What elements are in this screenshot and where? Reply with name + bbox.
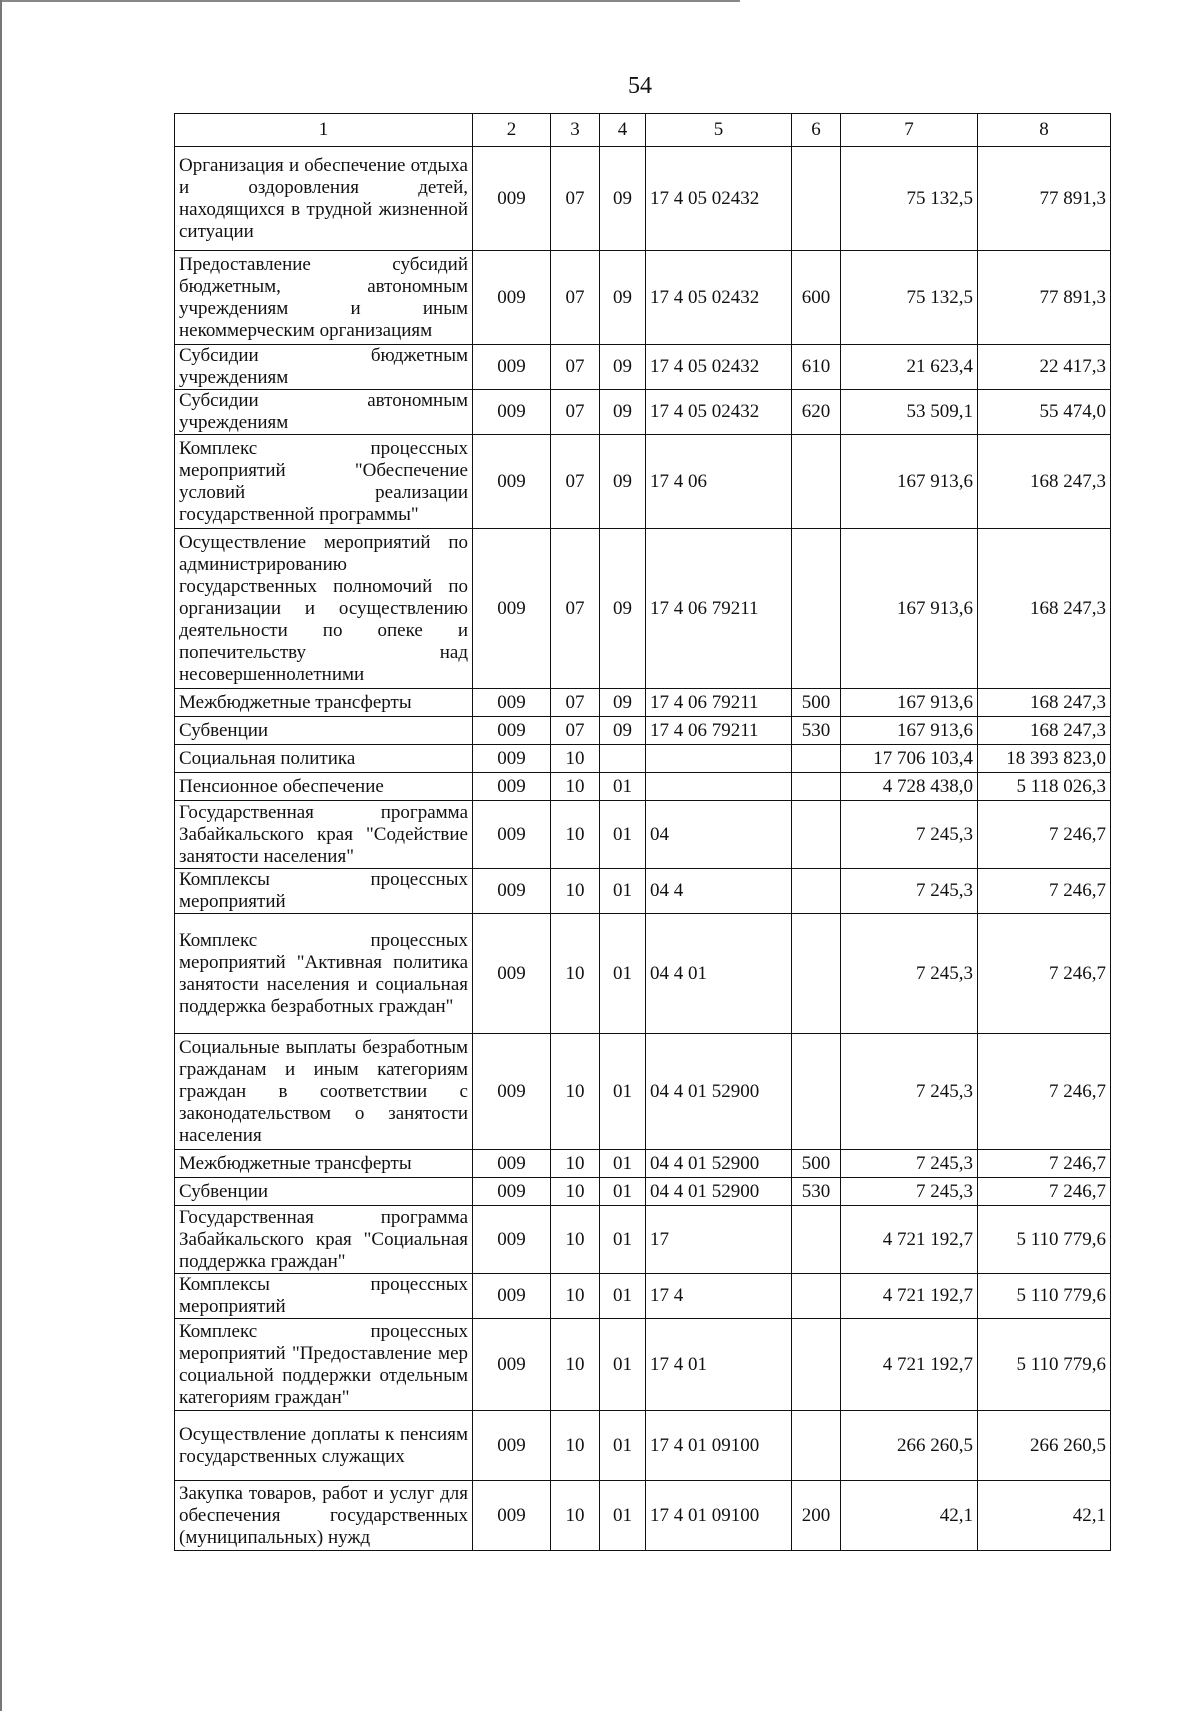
row-subsection: 01 [600, 773, 646, 801]
row-section: 10 [551, 1481, 600, 1551]
row-amount-col8: 168 247,3 [978, 435, 1111, 529]
row-subsection: 01 [600, 914, 646, 1034]
column-header: 5 [646, 114, 792, 147]
column-header: 4 [600, 114, 646, 147]
row-amount-col7: 4 721 192,7 [841, 1274, 978, 1319]
row-name: Комплекс процессных мероприятий "Активная политика занятости населения и социальная поддержка безработных граждан" [175, 914, 473, 1034]
row-expense-type [792, 1206, 841, 1274]
row-target-article: 17 4 01 [646, 1319, 792, 1411]
row-name: Комплексы процессных мероприятий [175, 1274, 473, 1319]
row-target-article: 17 4 01 09100 [646, 1481, 792, 1551]
row-amount-col8: 7 246,7 [978, 1034, 1111, 1150]
row-amount-col8: 168 247,3 [978, 717, 1111, 745]
row-amount-col7: 167 913,6 [841, 689, 978, 717]
row-ministry-code: 009 [473, 1150, 551, 1178]
row-ministry-code: 009 [473, 1319, 551, 1411]
row-ministry-code: 009 [473, 251, 551, 345]
row-target-article [646, 745, 792, 773]
row-amount-col7: 266 260,5 [841, 1411, 978, 1481]
row-expense-type: 600 [792, 251, 841, 345]
row-section: 10 [551, 914, 600, 1034]
column-header: 8 [978, 114, 1111, 147]
row-target-article: 04 4 01 52900 [646, 1034, 792, 1150]
row-ministry-code: 009 [473, 1274, 551, 1319]
row-amount-col8: 168 247,3 [978, 529, 1111, 689]
row-subsection: 01 [600, 801, 646, 869]
table-row [175, 914, 1111, 1034]
row-section: 10 [551, 1150, 600, 1178]
row-subsection: 01 [600, 1411, 646, 1481]
table-row [175, 1150, 1111, 1178]
row-amount-col7: 7 245,3 [841, 1150, 978, 1178]
row-amount-col7: 42,1 [841, 1481, 978, 1551]
scan-edge-left [0, 0, 2, 1711]
row-name: Закупка товаров, работ и услуг для обеспечения государственных (муниципальных) нужд [175, 1481, 473, 1551]
row-target-article: 17 4 06 [646, 435, 792, 529]
row-amount-col8: 18 393 823,0 [978, 745, 1111, 773]
row-expense-type [792, 914, 841, 1034]
row-name: Комплекс процессных мероприятий "Обеспечение условий реализации государственной программы" [175, 435, 473, 529]
row-name: Организация и обеспечение отдыха и оздоровления детей, находящихся в трудной жизненной ситуации [175, 147, 473, 251]
column-header: 7 [841, 114, 978, 147]
row-target-article: 04 4 01 52900 [646, 1150, 792, 1178]
table-row [175, 745, 1111, 773]
row-subsection: 09 [600, 390, 646, 435]
row-amount-col7: 53 509,1 [841, 390, 978, 435]
row-section: 10 [551, 1411, 600, 1481]
page-number: 54 [628, 73, 652, 99]
row-subsection: 01 [600, 1150, 646, 1178]
row-target-article: 17 4 05 02432 [646, 345, 792, 390]
row-ministry-code: 009 [473, 1411, 551, 1481]
row-expense-type [792, 801, 841, 869]
row-amount-col8: 266 260,5 [978, 1411, 1111, 1481]
column-header: 3 [551, 114, 600, 147]
row-subsection: 09 [600, 529, 646, 689]
row-section: 07 [551, 689, 600, 717]
row-name: Социальные выплаты безработным гражданам и иным категориям граждан в соответствии с законодательством о занятости населения [175, 1034, 473, 1150]
budget-table [174, 113, 1111, 1551]
table-row [175, 345, 1111, 390]
row-ministry-code: 009 [473, 345, 551, 390]
row-name: Осуществление мероприятий по администрированию государственных полномочий по организации и осуществлению деятельности по опеке и попечительству над несовершеннолетними [175, 529, 473, 689]
row-section: 10 [551, 1178, 600, 1206]
row-subsection: 09 [600, 345, 646, 390]
table-row [175, 869, 1111, 914]
row-section: 10 [551, 773, 600, 801]
row-target-article: 17 4 05 02432 [646, 147, 792, 251]
row-name: Комплексы процессных мероприятий [175, 869, 473, 914]
row-amount-col7: 4 728 438,0 [841, 773, 978, 801]
row-subsection: 01 [600, 1034, 646, 1150]
row-ministry-code: 009 [473, 1034, 551, 1150]
row-subsection: 01 [600, 1274, 646, 1319]
row-subsection: 09 [600, 717, 646, 745]
row-expense-type [792, 1411, 841, 1481]
row-expense-type: 500 [792, 1150, 841, 1178]
row-amount-col8: 55 474,0 [978, 390, 1111, 435]
row-amount-col8: 77 891,3 [978, 251, 1111, 345]
row-expense-type [792, 1034, 841, 1150]
row-name: Субсидии автономным учреждениям [175, 390, 473, 435]
row-name: Субвенции [175, 717, 473, 745]
row-section: 10 [551, 801, 600, 869]
row-amount-col7: 17 706 103,4 [841, 745, 978, 773]
row-subsection: 09 [600, 147, 646, 251]
column-header: 6 [792, 114, 841, 147]
row-name: Государственная программа Забайкальского края "Социальная поддержка граждан" [175, 1206, 473, 1274]
row-target-article: 04 [646, 801, 792, 869]
row-name: Субсидии бюджетным учреждениям [175, 345, 473, 390]
row-name: Комплекс процессных мероприятий "Предоставление мер социальной поддержки отдельным категориям граждан" [175, 1319, 473, 1411]
row-amount-col7: 7 245,3 [841, 1034, 978, 1150]
row-ministry-code: 009 [473, 869, 551, 914]
row-ministry-code: 009 [473, 689, 551, 717]
row-ministry-code: 009 [473, 1206, 551, 1274]
row-expense-type [792, 147, 841, 251]
table-row [175, 529, 1111, 689]
row-expense-type [792, 869, 841, 914]
row-target-article: 17 4 06 79211 [646, 689, 792, 717]
row-subsection: 01 [600, 1481, 646, 1551]
row-name: Социальная политика [175, 745, 473, 773]
table-row [175, 1274, 1111, 1319]
row-amount-col7: 21 623,4 [841, 345, 978, 390]
table-row [175, 773, 1111, 801]
row-ministry-code: 009 [473, 390, 551, 435]
column-header: 2 [473, 114, 551, 147]
row-expense-type: 610 [792, 345, 841, 390]
row-amount-col8: 77 891,3 [978, 147, 1111, 251]
row-section: 07 [551, 147, 600, 251]
row-target-article: 04 4 01 52900 [646, 1178, 792, 1206]
row-subsection: 09 [600, 251, 646, 345]
table-body [175, 147, 1111, 1551]
row-name: Межбюджетные трансферты [175, 1150, 473, 1178]
row-ministry-code: 009 [473, 773, 551, 801]
row-amount-col7: 167 913,6 [841, 435, 978, 529]
row-name: Предоставление субсидий бюджетным, автономным учреждениям и иным некоммерческим организациям [175, 251, 473, 345]
row-ministry-code: 009 [473, 745, 551, 773]
row-expense-type [792, 1274, 841, 1319]
row-amount-col8: 5 110 779,6 [978, 1274, 1111, 1319]
row-subsection [600, 745, 646, 773]
row-amount-col8: 168 247,3 [978, 689, 1111, 717]
row-ministry-code: 009 [473, 1178, 551, 1206]
row-amount-col7: 7 245,3 [841, 801, 978, 869]
row-name: Государственная программа Забайкальского края "Содействие занятости населения" [175, 801, 473, 869]
row-amount-col8: 5 110 779,6 [978, 1206, 1111, 1274]
table-row [175, 689, 1111, 717]
row-expense-type: 620 [792, 390, 841, 435]
row-amount-col7: 75 132,5 [841, 251, 978, 345]
row-subsection: 01 [600, 869, 646, 914]
row-amount-col7: 75 132,5 [841, 147, 978, 251]
row-expense-type: 530 [792, 1178, 841, 1206]
row-target-article: 17 4 05 02432 [646, 390, 792, 435]
row-name: Субвенции [175, 1178, 473, 1206]
row-expense-type [792, 1319, 841, 1411]
row-ministry-code: 009 [473, 435, 551, 529]
row-target-article [646, 773, 792, 801]
row-amount-col8: 7 246,7 [978, 1150, 1111, 1178]
row-target-article: 17 [646, 1206, 792, 1274]
table-row [175, 1034, 1111, 1150]
row-amount-col7: 7 245,3 [841, 914, 978, 1034]
row-target-article: 04 4 [646, 869, 792, 914]
table-row [175, 1206, 1111, 1274]
row-section: 10 [551, 1319, 600, 1411]
row-target-article: 17 4 06 79211 [646, 717, 792, 745]
column-header: 1 [175, 114, 473, 147]
row-subsection: 09 [600, 689, 646, 717]
table-row [175, 801, 1111, 869]
row-target-article: 17 4 [646, 1274, 792, 1319]
row-section: 10 [551, 1034, 600, 1150]
row-ministry-code: 009 [473, 801, 551, 869]
row-amount-col7: 167 913,6 [841, 529, 978, 689]
row-subsection: 01 [600, 1206, 646, 1274]
row-section: 10 [551, 1206, 600, 1274]
row-amount-col7: 7 245,3 [841, 1178, 978, 1206]
row-name: Межбюджетные трансферты [175, 689, 473, 717]
table-row [175, 251, 1111, 345]
row-target-article: 04 4 01 [646, 914, 792, 1034]
row-amount-col8: 7 246,7 [978, 1178, 1111, 1206]
table-row [175, 147, 1111, 251]
row-expense-type [792, 529, 841, 689]
row-section: 07 [551, 435, 600, 529]
row-target-article: 17 4 06 79211 [646, 529, 792, 689]
table-row [175, 1319, 1111, 1411]
row-section: 07 [551, 345, 600, 390]
table-row [175, 435, 1111, 529]
row-expense-type: 530 [792, 717, 841, 745]
table-row [175, 390, 1111, 435]
row-ministry-code: 009 [473, 717, 551, 745]
row-amount-col8: 5 110 779,6 [978, 1319, 1111, 1411]
row-subsection: 01 [600, 1319, 646, 1411]
row-subsection: 01 [600, 1178, 646, 1206]
row-amount-col8: 22 417,3 [978, 345, 1111, 390]
row-expense-type: 500 [792, 689, 841, 717]
row-name: Осуществление доплаты к пенсиям государственных служащих [175, 1411, 473, 1481]
row-ministry-code: 009 [473, 529, 551, 689]
row-expense-type: 200 [792, 1481, 841, 1551]
row-ministry-code: 009 [473, 147, 551, 251]
row-name: Пенсионное обеспечение [175, 773, 473, 801]
row-section: 07 [551, 251, 600, 345]
row-section: 10 [551, 1274, 600, 1319]
row-section: 07 [551, 390, 600, 435]
row-section: 10 [551, 869, 600, 914]
table-row [175, 1411, 1111, 1481]
row-amount-col7: 4 721 192,7 [841, 1319, 978, 1411]
table-header-row [175, 114, 1111, 147]
row-amount-col8: 5 118 026,3 [978, 773, 1111, 801]
row-expense-type [792, 773, 841, 801]
row-amount-col8: 7 246,7 [978, 869, 1111, 914]
row-target-article: 17 4 01 09100 [646, 1411, 792, 1481]
table-row [175, 717, 1111, 745]
row-expense-type [792, 745, 841, 773]
row-subsection: 09 [600, 435, 646, 529]
table-row [175, 1178, 1111, 1206]
row-section: 07 [551, 529, 600, 689]
row-amount-col8: 7 246,7 [978, 801, 1111, 869]
row-section: 10 [551, 745, 600, 773]
row-amount-col7: 7 245,3 [841, 869, 978, 914]
row-ministry-code: 009 [473, 914, 551, 1034]
row-ministry-code: 009 [473, 1481, 551, 1551]
table-row [175, 1481, 1111, 1551]
row-section: 07 [551, 717, 600, 745]
row-amount-col7: 167 913,6 [841, 717, 978, 745]
row-amount-col7: 4 721 192,7 [841, 1206, 978, 1274]
row-expense-type [792, 435, 841, 529]
row-amount-col8: 42,1 [978, 1481, 1111, 1551]
row-target-article: 17 4 05 02432 [646, 251, 792, 345]
row-amount-col8: 7 246,7 [978, 914, 1111, 1034]
scan-edge-top [0, 0, 740, 2]
